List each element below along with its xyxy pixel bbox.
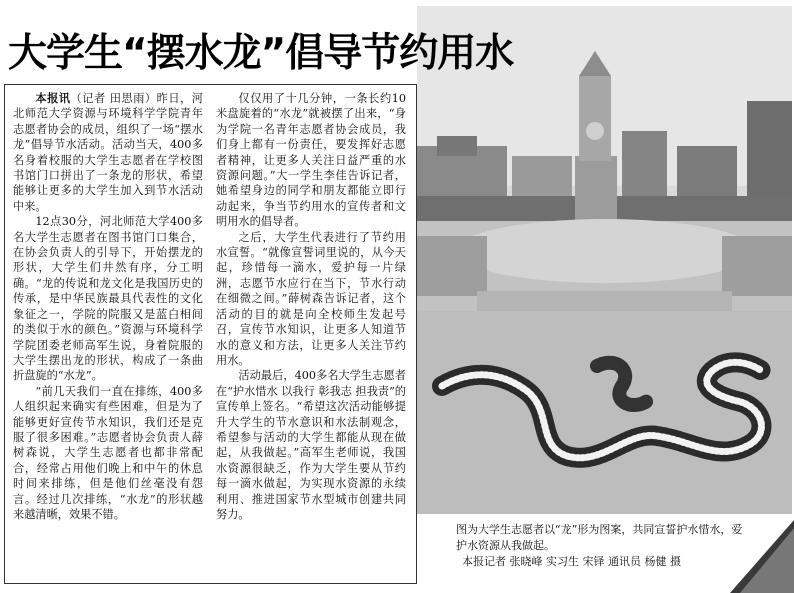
- photo-credits: 本报记者 张晓峰 实习生 宋铎 通讯员 杨健 摄: [462, 555, 681, 568]
- lead-paragraph: [13, 91, 203, 214]
- campus-plaza-photo: [417, 6, 792, 514]
- article-column-1: [13, 91, 203, 522]
- article-column-2: [216, 91, 406, 522]
- paragraph: 之后，大学生代表进行了节约用水宣誓。“就像宣誓词里说的，从今天起，珍惜每一滴水，爱护每一片绿洲，志愿节水应行在当下，节水行动在细微之间。”薛树森告诉记者，这个活动的目的就是向全校师生发起号召，宣传节水知识，让更多人知道节水的意义和方法，让更多人关注节约用水。: [216, 230, 406, 367]
- photo-caption: [456, 522, 752, 570]
- headline: 大学生“摆水龙”倡导节约用水: [8, 31, 514, 76]
- paragraph: “前几天我们一直在排练，400多人组织起来确实有些困难，但是为了能够更好宣传节水知识，我们还是克服了很多困难。”志愿者协会负责人薛树森说，大学生志愿者也都非常配合，经常占用他们晚上和中午的休息时间来排练，但是他们丝毫没有怨言。经过几次排练，“水龙”的形状越来越清晰，效果不错。: [13, 384, 203, 521]
- paragraph: 12点30分，河北师范大学400多名大学生志愿者在图书馆门口集合，在协会负责人的引导下，开始摆龙的形状，大学生们井然有序，分工明确。“龙的传说和龙文化是我国历史的传承，是中华民族最具代表性的文化象征之一，学院的院服又是蓝白相间的类似于水的颜色。”资源与环境科学学院团委老师高军生说，身着院服的大学生摆出龙的形状，构成了一条曲折盘旋的“水龙”。: [13, 215, 203, 383]
- byline-text: （记者 田思雨）昨日，河北师范大学资源与环境科学学院青年志愿者协会的成员，组织了一场“摆水龙”倡导节水活动。活动当天，400多名身着校服的大学生志愿者在学校图书馆门口拼出了一条龙的形状，希望能够让更多的大学生加入到节水活动中来。: [13, 92, 203, 213]
- paragraph: 仅仅用了十几分钟，一条长约10米盘旋着的“水龙”就被摆了出来，“身为学院一名青年志愿者协会成员，我们身上都有一份责任，要发挥好志愿者精神，让更多人关注日益严重的水资源问题。”大一学生李佳告诉记者，她希望身边的同学和朋友都能立即行动起来，争当节约用水的宣传者和文明用水的倡导者。: [216, 92, 406, 229]
- article-body: [4, 84, 417, 584]
- news-photo: [417, 6, 792, 514]
- watermark: 楼: [735, 557, 746, 570]
- paragraph: 活动最后，400多名大学生志愿者在“护水惜水 以我行 彰我志 担我责”的宣传单上签名。“希望这次活动能够提升大学生的节水意识和水法制观念，希望参与活动的大学生都能从现在做起，从我做起。”高军生老师说，我国水资源很缺乏，作为大学生要从节约每一滴水做起，为实现水资源的永续利用、推进国家节水型城市创建共同努力。: [216, 369, 406, 521]
- caption-text: 图为大学生志愿者以“龙”形为图案，共同宣誓护水惜水，爱护水资源从我做起。: [456, 523, 743, 552]
- byline-tag: 本报讯: [35, 92, 71, 105]
